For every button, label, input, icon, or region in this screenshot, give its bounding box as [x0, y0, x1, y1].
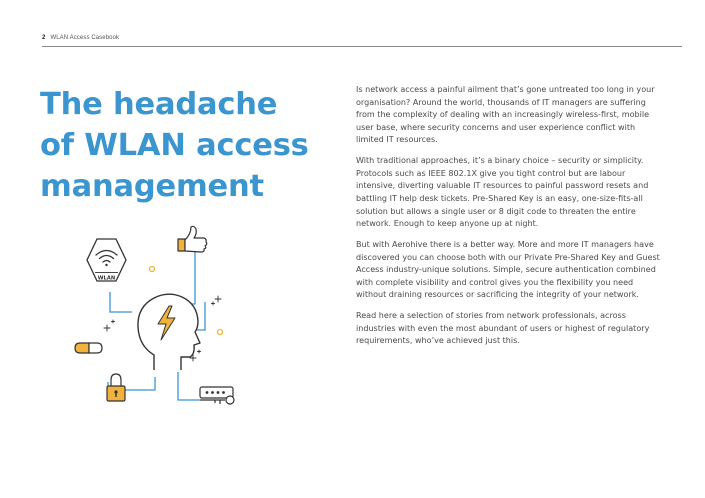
page-number: 2	[42, 35, 46, 41]
dot-icon	[150, 267, 155, 272]
headache-illustration	[60, 222, 260, 422]
pill-icon	[75, 343, 102, 353]
body-text-column	[356, 84, 664, 356]
body-paragraph-3: But with Aerohive there is a better way. More and more IT managers have discovered you can choose both with our Private Pre-Shared Key and Guest Access industry-unique solutions. Simple, secure authentication combined with complete visibility and control gives you the flexibility you need without draining resources or sacrificing the integrity of your network.	[356, 239, 660, 300]
dot-icon	[218, 330, 223, 335]
padlock-icon	[107, 374, 125, 401]
headline-line-2: of WLAN access	[40, 128, 309, 163]
publication-title: WLAN Access Casebook	[50, 35, 120, 41]
page-headline	[40, 84, 330, 207]
headline-line-1: The headache	[40, 87, 278, 122]
wlan-label: WLAN	[97, 275, 116, 282]
body-paragraph-4: Read here a selection of stories from network professionals, across industries with even the most abundant of users or highest of regulatory requirements, who’ve achieved just this.	[356, 311, 650, 346]
body-paragraph-1: Is network access a painful ailment that’s gone untreated too long in your organisation? Around the world, thousands of IT managers are suffering from the complexity of dealing with an increasingly wireless-first, mobile user base, where security concerns and user experience conflict with limited IT resources.	[356, 85, 655, 145]
body-paragraph-2: With traditional approaches, it’s a binary choice – security or simplicity. Protocols such as IEEE 802.1X give you tight control but are labour intensive, diverting valuable IT resources to painful password resets and battling IT help desk tickets. Pre-Shared Key is an easy, one-size-fits-all solution but allows a single user or 8 digit code to threaten the entire network. Enough to keep anyone up at night.	[356, 156, 649, 229]
header-divider	[42, 46, 682, 47]
head-icon	[138, 294, 200, 370]
wlan-hexagon-icon	[87, 239, 126, 282]
headline-line-3: management	[40, 169, 264, 204]
thumbs-up-icon	[178, 226, 207, 252]
